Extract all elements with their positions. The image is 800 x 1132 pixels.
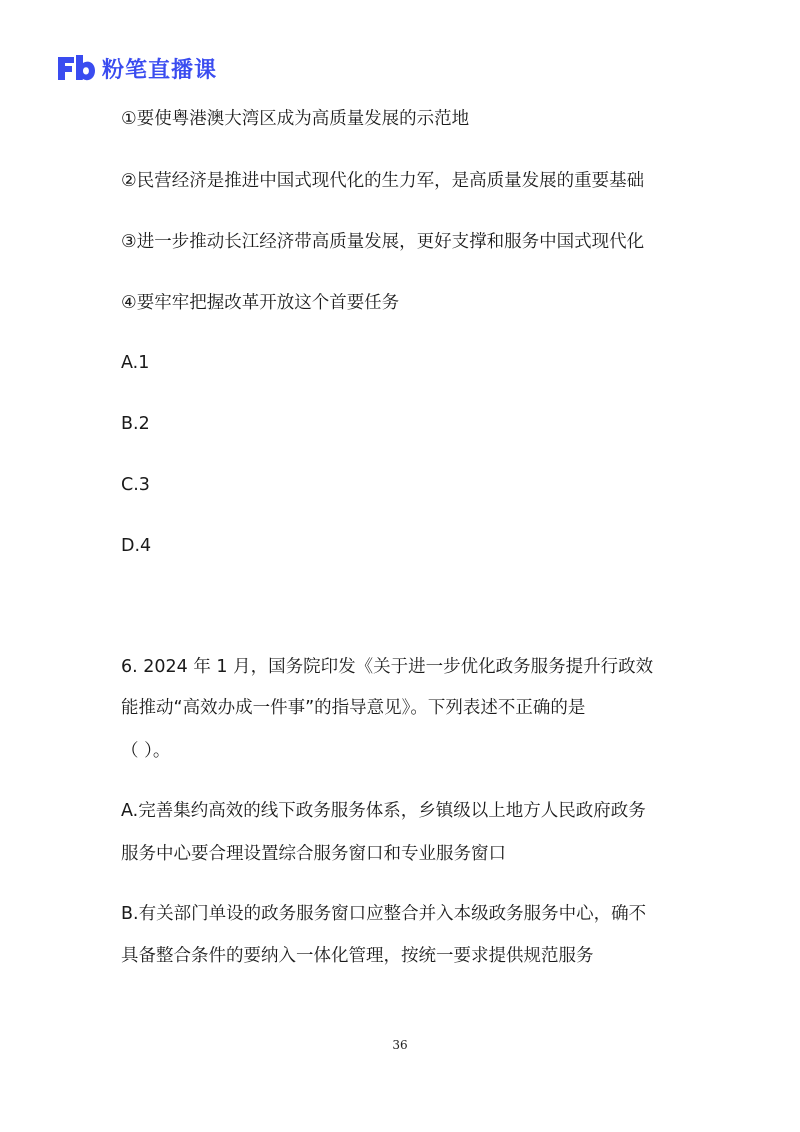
statement-2: ②民营经济是推进中国式现代化的生力军，是高质量发展的重要基础 — [121, 171, 645, 191]
fb-logo-icon — [56, 53, 96, 83]
question6-option-b-line-2: 具备整合条件的要纳入一体化管理，按统一要求提供规范服务 — [121, 946, 594, 966]
brand-name: 粉笔直播课 — [102, 57, 218, 83]
option-a: A.1 — [121, 353, 150, 373]
statement-3: ③进一步推动长江经济带高质量发展，更好支撑和服务中国式现代化 — [121, 232, 645, 252]
option-c: C.3 — [121, 475, 150, 495]
question6-stem-line-1: 6. 2024 年 1 月，国务院印发《关于进一步优化政务服务提升行政效 — [121, 657, 654, 677]
question6-stem-line-3: （ ）。 — [121, 741, 171, 761]
question6-option-a-line-1: A.完善集约高效的线下政务服务体系，乡镇级以上地方人民政府政务 — [121, 801, 646, 821]
question6-option-a-line-2: 服务中心要合理设置综合服务窗口和专业服务窗口 — [121, 844, 506, 864]
statement-1: ①要使粤港澳大湾区成为高质量发展的示范地 — [121, 109, 470, 129]
page-number: 36 — [392, 1038, 408, 1052]
question6-option-b-line-1: B.有关部门单设的政务服务窗口应整合并入本级政务服务中心，确不 — [121, 904, 647, 924]
option-b: B.2 — [121, 414, 150, 434]
header-brand — [56, 50, 217, 86]
statement-4: ④要牢牢把握改革开放这个首要任务 — [121, 293, 400, 313]
option-d: D.4 — [121, 536, 152, 556]
question6-stem-line-2: 能推动“高效办成一件事”的指导意见》。下列表述不正确的是 — [121, 698, 586, 718]
